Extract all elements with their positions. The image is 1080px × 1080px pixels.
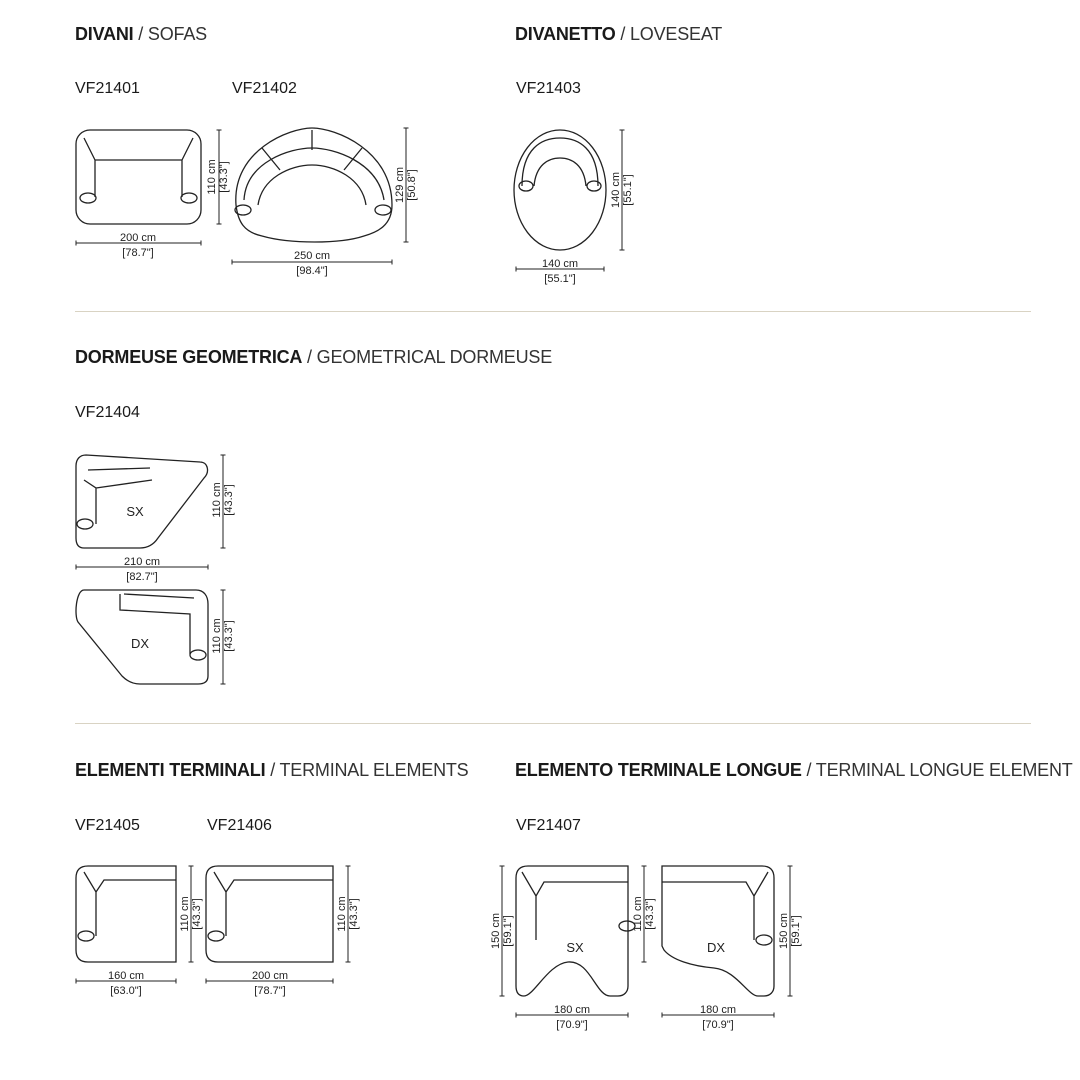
dim-height-cm: 110 cm xyxy=(206,159,218,195)
dim-width-in: [55.1"] xyxy=(544,273,576,285)
dim-height-in: [43.3"] xyxy=(218,161,230,193)
title-en: TERMINAL ELEMENTS xyxy=(279,760,469,780)
dim-height-cm: 140 cm xyxy=(610,171,622,209)
title-en: GEOMETRICAL DORMEUSE xyxy=(316,347,553,367)
dormeuse-sx-drawing xyxy=(76,455,207,548)
dim-width-in: [70.9"] xyxy=(556,1019,588,1031)
dim-width-cm: 210 cm xyxy=(123,556,161,568)
side-label-sx: SX xyxy=(126,504,144,519)
product-code-vf21404: VF21404 xyxy=(75,404,140,421)
dim-height-cm: 129 cm xyxy=(394,166,406,204)
dim-height-in: [59.1"] xyxy=(790,915,802,947)
dim-height-in: [50.8"] xyxy=(406,169,418,201)
dim-height-in: [43.3"] xyxy=(191,898,203,930)
title-en: SOFAS xyxy=(147,24,207,44)
dim-height-cm: 150 cm xyxy=(778,912,790,950)
side-label-dx: DX xyxy=(130,636,150,651)
dim-height-cm: 110 cm xyxy=(211,618,223,654)
product-code-vf21401: VF21401 xyxy=(75,80,140,97)
loveseat-vf21403-drawing xyxy=(514,130,606,250)
dim-height-in: [43.3"] xyxy=(348,898,360,930)
dim-height-in: [55.1"] xyxy=(622,174,634,206)
product-code-vf21403: VF21403 xyxy=(516,80,581,97)
title-separator: / xyxy=(307,347,312,367)
dim-width-in: [98.4"] xyxy=(296,265,328,277)
dim-height-in: [43.3"] xyxy=(644,898,656,930)
dim-height-in: [43.3"] xyxy=(223,620,235,652)
dim-width-cm: 160 cm xyxy=(107,970,145,982)
product-code-vf21405: VF21405 xyxy=(75,817,140,834)
dim-height-cm: 110 cm xyxy=(336,896,348,932)
product-code-vf21407: VF21407 xyxy=(516,817,581,834)
dim-width-cm: 180 cm xyxy=(553,1004,591,1016)
dim-width-cm: 200 cm xyxy=(251,970,289,982)
title-it: DIVANETTO xyxy=(515,24,616,44)
title-separator: / xyxy=(138,24,144,44)
dim-height-cm: 110 cm xyxy=(211,482,223,518)
dim-height-cm: 110 cm xyxy=(632,896,644,932)
title-en: TERMINAL LONGUE ELEMENT xyxy=(815,760,1073,780)
terminal-vf21405-drawing xyxy=(76,866,176,962)
sofa-vf21401-drawing xyxy=(76,130,201,224)
title-en: LOVESEAT xyxy=(629,24,723,44)
dim-width-in: [70.9"] xyxy=(702,1019,734,1031)
title-it: DIVANI xyxy=(75,24,134,44)
title-separator: / xyxy=(620,24,626,44)
terminal-vf21406-drawing xyxy=(206,866,333,962)
title-separator: / xyxy=(806,760,812,780)
dim-width-cm: 250 cm xyxy=(293,250,331,262)
product-code-vf21402: VF21402 xyxy=(232,80,297,97)
longue-dx-drawing xyxy=(662,866,774,996)
dim-height-in: [59.1"] xyxy=(502,915,514,947)
side-label-sx: SX xyxy=(566,940,584,955)
title-it: ELEMENTI TERMINALI xyxy=(75,760,266,780)
dim-height-cm: 150 cm xyxy=(490,912,502,950)
dim-width-in: [78.7"] xyxy=(122,247,154,259)
product-code-vf21406: VF21406 xyxy=(207,817,272,834)
dim-width-in: [63.0"] xyxy=(110,985,142,997)
dim-height-in: [43.3"] xyxy=(223,484,235,516)
dim-width-cm: 180 cm xyxy=(699,1004,737,1016)
dim-width-in: [78.7"] xyxy=(254,985,286,997)
side-label-dx: DX xyxy=(706,940,726,955)
title-it: DORMEUSE GEOMETRICA xyxy=(75,347,303,367)
title-separator: / xyxy=(270,760,276,780)
longue-sx-drawing xyxy=(516,866,635,996)
dim-width-in: [82.7"] xyxy=(126,571,158,583)
dim-height-cm: 110 cm xyxy=(179,896,191,932)
sofa-vf21402-drawing xyxy=(235,128,392,242)
title-it: ELEMENTO TERMINALE LONGUE xyxy=(515,760,802,780)
dim-width-cm: 200 cm xyxy=(119,232,157,244)
dim-width-cm: 140 cm xyxy=(541,258,579,270)
